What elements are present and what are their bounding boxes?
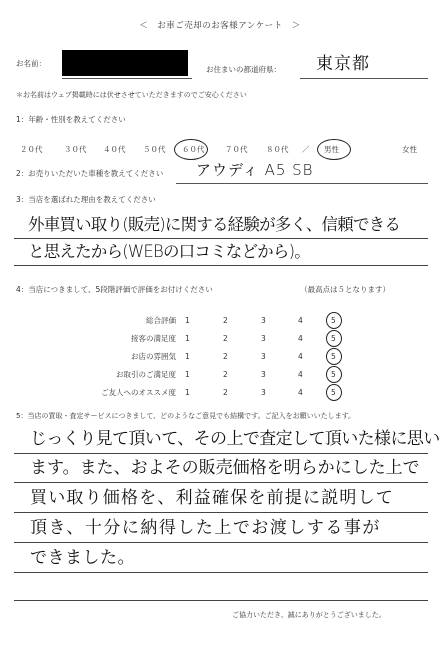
rating-score: 5 [331, 388, 336, 397]
rating-selected-circle [326, 348, 342, 365]
rating-score: 1 [185, 316, 190, 325]
redacted-name [62, 50, 188, 76]
q5-rule-6 [14, 600, 428, 601]
q5-label: 5：当店の買取・査定サービスにつきまして、どのようなご意見でも結構です。ご記入をお願いいたします。 [16, 412, 356, 420]
q3-answer-line-1: 外車買い取り(販売)に関する経験が多く、信頼できる [28, 215, 401, 234]
gender-option-female: 女性 [402, 145, 417, 154]
rating-score: 3 [261, 370, 266, 379]
rating-row-label: お店の雰囲気 [131, 352, 176, 361]
q5-answer-line-2: ます。また、およその販売価格を明らかにした上で [30, 458, 420, 478]
rating-score: 2 [223, 316, 228, 325]
q5-rule-2 [14, 482, 428, 483]
rating-row-label: ご友人へのオススメ度 [101, 388, 176, 397]
age-option-60s: ６０代 [182, 145, 205, 154]
rating-score: 4 [298, 370, 303, 379]
rating-score: 3 [261, 316, 266, 325]
rating-score: 4 [298, 352, 303, 361]
prefecture-underline [300, 78, 428, 79]
age-option-40s: ４０代 [103, 145, 126, 154]
rating-score: 2 [223, 370, 228, 379]
rating-score: 5 [331, 352, 336, 361]
rating-score: 4 [298, 334, 303, 343]
gender-option-male: 男性 [324, 145, 339, 154]
survey-title: ＜ お車ご売却のお客様アンケート ＞ [139, 21, 301, 31]
age-option-30s: ３０代 [64, 145, 87, 154]
age-option-20s: ２０代 [20, 145, 43, 154]
thanks-message: ご協力いただき、誠にありがとうございました。 [232, 611, 386, 619]
q3-answer-line-2: と思えたから(WEBの口コミなどから)。 [28, 242, 310, 261]
q4-note: （最高点は５となります） [300, 285, 390, 294]
prefecture-label: お住まいの都道府県： [206, 65, 281, 74]
q5-rule-5 [14, 572, 428, 573]
age-selected-circle [174, 139, 208, 160]
car-model-underline [176, 183, 428, 184]
rating-score: 1 [185, 388, 190, 397]
rating-score: 1 [185, 370, 190, 379]
rating-score: 2 [223, 388, 228, 397]
rating-row-label: 総合評価 [146, 316, 176, 325]
privacy-note: ＊お名前はウェブ掲載時には伏せさせていただきますのでご安心ください [16, 91, 247, 99]
q3-label: 3：当店を選ばれた理由を教えてください [16, 195, 156, 204]
age-option-70s: ７０代 [225, 145, 248, 154]
q3-rule-1 [14, 238, 428, 239]
q5-answer-line-1: じっくり見て頂いて、その上で査定して頂いた様に思い [30, 429, 440, 449]
car-model-answer: アウディ A5 SB [196, 161, 314, 179]
rating-score: 4 [298, 388, 303, 397]
age-option-80s: ８０代 [266, 145, 289, 154]
rating-score: 3 [261, 388, 266, 397]
age-gender-separator: ／ [302, 145, 310, 154]
rating-selected-circle [326, 312, 342, 329]
rating-score: 1 [185, 352, 190, 361]
rating-selected-circle [326, 384, 342, 401]
rating-score: 5 [331, 316, 336, 325]
q3-rule-2 [14, 265, 428, 266]
rating-score: 5 [331, 334, 336, 343]
rating-row-label: 接客の満足度 [131, 334, 176, 343]
rating-score: 5 [331, 370, 336, 379]
q5-rule-1 [14, 453, 428, 454]
q5-answer-line-3: 買い取り価格を、利益確保を前提に説明して [30, 488, 394, 508]
q5-rule-4 [14, 542, 428, 543]
name-label: お名前： [16, 59, 46, 68]
q4-label: 4：当店につきまして、5段階評価で評価をお付けください [16, 285, 213, 294]
prefecture-value: 東京都 [316, 54, 370, 74]
q1-label: 1：年齢・性別を教えてください [16, 115, 126, 124]
rating-selected-circle [326, 366, 342, 383]
rating-row-label: お取引のご満足度 [116, 370, 176, 379]
rating-score: 2 [223, 352, 228, 361]
rating-score: 3 [261, 334, 266, 343]
q2-label: 2：お売りいただいた車種を教えてください [16, 169, 164, 178]
q5-rule-3 [14, 512, 428, 513]
rating-selected-circle [326, 330, 342, 347]
rating-score: 1 [185, 334, 190, 343]
q5-answer-line-5: できました。 [30, 548, 135, 568]
q5-answer-line-4: 頂き、十分に納得した上でお渡しする事が [30, 518, 381, 538]
gender-selected-circle [317, 139, 351, 160]
rating-score: 4 [298, 316, 303, 325]
age-option-50s: ５０代 [143, 145, 166, 154]
name-underline [62, 78, 192, 79]
rating-score: 2 [223, 334, 228, 343]
rating-score: 3 [261, 352, 266, 361]
